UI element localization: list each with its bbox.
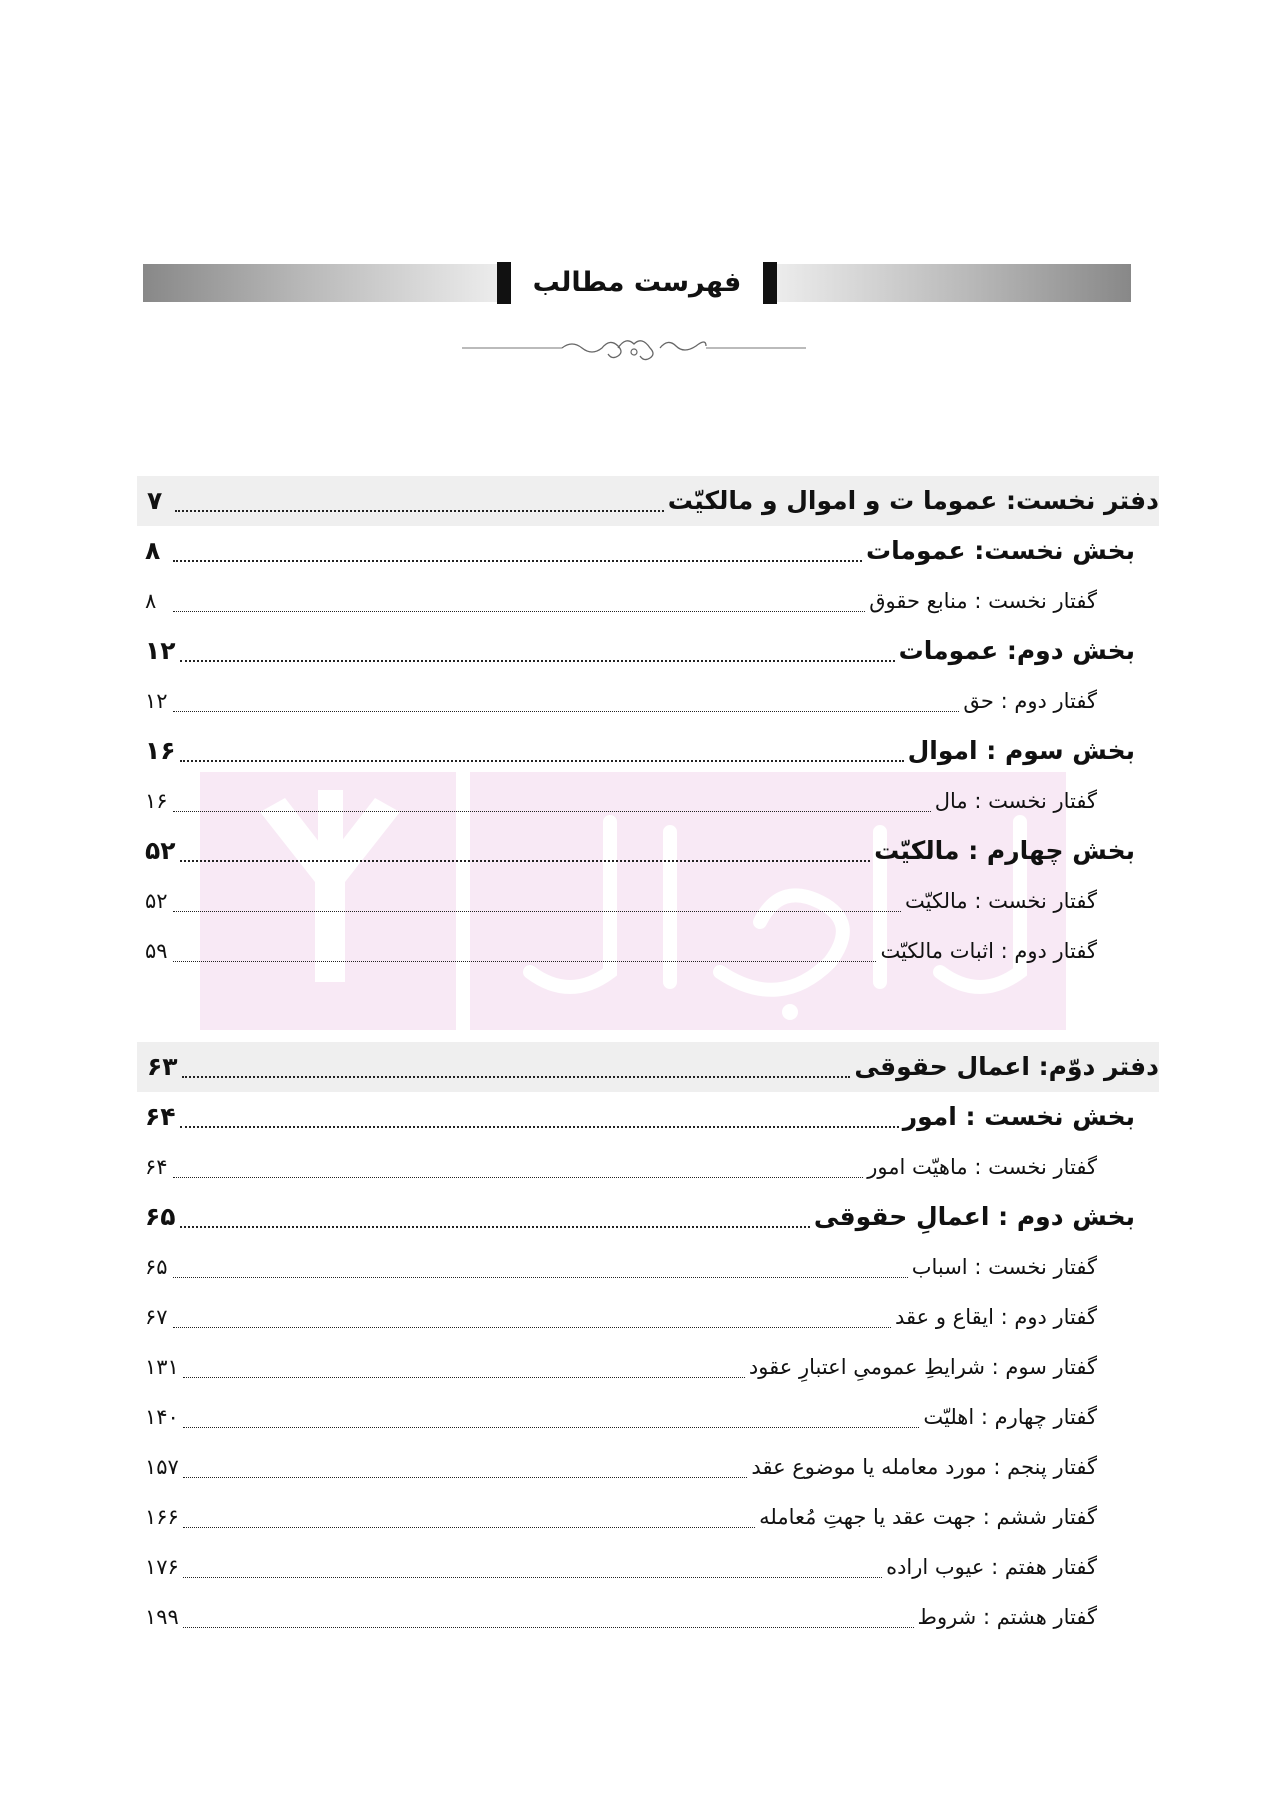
- toc-entry-page-number: ۶۳: [147, 1052, 178, 1081]
- dot-leader: [183, 1477, 748, 1478]
- toc-entry-page-number: ۱۶۶: [145, 1505, 179, 1529]
- toc-entry-title: گفتار نخست : منابع حقوق: [869, 589, 1097, 613]
- toc-section-entry[interactable]: [137, 1192, 1159, 1242]
- toc-section-entry[interactable]: [137, 826, 1159, 876]
- dot-leader: [180, 1126, 899, 1128]
- toc-entry-page-number: ۶۴: [145, 1155, 168, 1179]
- toc-section-entry[interactable]: [137, 726, 1159, 776]
- toc-entry-title: گفتار پنجم : مورد معامله یا موضوع عقد: [751, 1455, 1097, 1479]
- dot-leader: [173, 1327, 891, 1328]
- toc-entry-title: دفتر دوّم: اعمال حقوقی: [854, 1052, 1159, 1081]
- dot-leader: [173, 1277, 908, 1278]
- toc-entry-title: گفتار هفتم : عیوب اراده: [886, 1555, 1097, 1579]
- toc-chapter-entry[interactable]: [137, 576, 1159, 626]
- toc-entry-title: دفتر نخست: عموما ت و اموال و مالکیّت: [667, 486, 1159, 515]
- toc-entry-page-number: ۱۶: [145, 736, 176, 765]
- toc-entry-title: گفتار هشتم : شروط: [917, 1605, 1097, 1629]
- dot-leader: [173, 811, 931, 812]
- dot-leader: [175, 510, 664, 512]
- toc-chapter-entry[interactable]: [137, 1442, 1159, 1492]
- toc-chapter-entry[interactable]: [137, 1342, 1159, 1392]
- dot-leader: [183, 1527, 755, 1528]
- ornament-divider-icon: [462, 334, 806, 362]
- toc-entry-page-number: ۵۲: [145, 889, 168, 913]
- toc-entry-page-number: ۱۳۱: [145, 1355, 179, 1379]
- dot-leader: [173, 911, 901, 912]
- toc-entry-title: گفتار نخست : مال: [934, 789, 1097, 813]
- toc-chapter-entry[interactable]: [137, 1242, 1159, 1292]
- toc-entry-page-number: ۸: [145, 589, 157, 613]
- dot-leader: [173, 611, 865, 612]
- toc-book-entry[interactable]: [137, 476, 1159, 526]
- toc-entry-page-number: ۵۹: [145, 939, 168, 963]
- toc-chapter-entry[interactable]: [137, 876, 1159, 926]
- dot-leader: [183, 1577, 882, 1578]
- toc-chapter-entry[interactable]: [137, 676, 1159, 726]
- toc-entry-title: بخش سوم : اموال: [907, 736, 1135, 765]
- dot-leader: [182, 1076, 851, 1078]
- page-title: فهرست مطالب: [532, 267, 742, 298]
- toc-section-entry[interactable]: [137, 1092, 1159, 1142]
- toc-book-entry[interactable]: [137, 1042, 1159, 1092]
- toc-entry-page-number: ۱۶: [145, 789, 168, 813]
- toc-entry-title: گفتار سوم : شرایطِ عمومیِ اعتبارِ عقود: [748, 1355, 1097, 1379]
- toc-entry-page-number: ۷: [147, 486, 163, 515]
- dot-leader: [173, 560, 862, 562]
- toc-part-2: [137, 1042, 1159, 1642]
- dot-leader: [183, 1427, 920, 1428]
- toc-entry-title: گفتار چهارم : اهلیّت: [923, 1405, 1097, 1429]
- toc-entry-page-number: ۶۷: [145, 1305, 168, 1329]
- toc-part-1: [137, 476, 1159, 976]
- toc-entry-page-number: ۱۷۶: [145, 1555, 179, 1579]
- toc-entry-title: بخش دوم : اعمالِ حقوقی: [813, 1202, 1135, 1231]
- toc-entry-title: گفتار دوم : حق: [963, 689, 1097, 713]
- dot-leader: [183, 1377, 745, 1378]
- dot-leader: [173, 961, 876, 962]
- toc-entry-page-number: ۱۴۰: [145, 1405, 179, 1429]
- toc-chapter-entry[interactable]: [137, 1542, 1159, 1592]
- dot-leader: [173, 1177, 863, 1178]
- dot-leader: [180, 1226, 810, 1228]
- toc-entry-page-number: ۱۲: [145, 689, 168, 713]
- toc-entry-title: بخش نخست : امور: [902, 1102, 1135, 1131]
- title-banner-right-gradient: [777, 264, 1131, 302]
- toc-entry-page-number: ۱۵۷: [145, 1455, 179, 1479]
- toc-section-entry[interactable]: [137, 626, 1159, 676]
- toc-entry-title: گفتار دوم : ایقاع و عقد: [895, 1305, 1097, 1329]
- toc-entry-page-number: ۶۵: [145, 1255, 168, 1279]
- toc-chapter-entry[interactable]: [137, 1592, 1159, 1642]
- dot-leader: [183, 1627, 914, 1628]
- toc-section-entry[interactable]: [137, 526, 1159, 576]
- dot-leader: [173, 711, 959, 712]
- dot-leader: [180, 660, 895, 662]
- toc-entry-title: گفتار نخست : ماهیّت امور: [867, 1155, 1097, 1179]
- dot-leader: [180, 860, 871, 862]
- toc-chapter-entry[interactable]: [137, 1292, 1159, 1342]
- toc-entry-title: بخش نخست: عمومات: [866, 536, 1135, 565]
- toc-entry-title: گفتار ششم : جهت عقد یا جهتِ مُعامله: [759, 1505, 1097, 1529]
- toc-entry-page-number: ۶۵: [145, 1202, 176, 1231]
- toc-chapter-entry[interactable]: [137, 926, 1159, 976]
- toc-entry-page-number: ۶۴: [145, 1102, 176, 1131]
- toc-chapter-entry[interactable]: [137, 1492, 1159, 1542]
- title-banner: [143, 262, 1131, 304]
- title-banner-left-gradient: [143, 264, 497, 302]
- toc-entry-page-number: ۸: [145, 536, 161, 565]
- toc-entry-title: گفتار نخست : مالکیّت: [905, 889, 1097, 913]
- title-banner-right-cap: [763, 262, 777, 304]
- toc-entry-title: گفتار دوم : اثبات مالکیّت: [880, 939, 1097, 963]
- toc-entry-page-number: ۱۹۹: [145, 1605, 179, 1629]
- title-banner-left-cap: [497, 262, 511, 304]
- toc-entry-page-number: ۱۲: [145, 636, 176, 665]
- toc-entry-title: بخش دوم: عمومات: [898, 636, 1135, 665]
- dot-leader: [180, 760, 904, 762]
- toc-chapter-entry[interactable]: [137, 1392, 1159, 1442]
- toc-entry-title: بخش چهارم : مالکیّت: [874, 836, 1135, 865]
- toc-entry-page-number: ۵۲: [145, 836, 176, 865]
- toc-entry-title: گفتار نخست : اسباب: [911, 1255, 1097, 1279]
- toc-chapter-entry[interactable]: [137, 776, 1159, 826]
- toc-chapter-entry[interactable]: [137, 1142, 1159, 1192]
